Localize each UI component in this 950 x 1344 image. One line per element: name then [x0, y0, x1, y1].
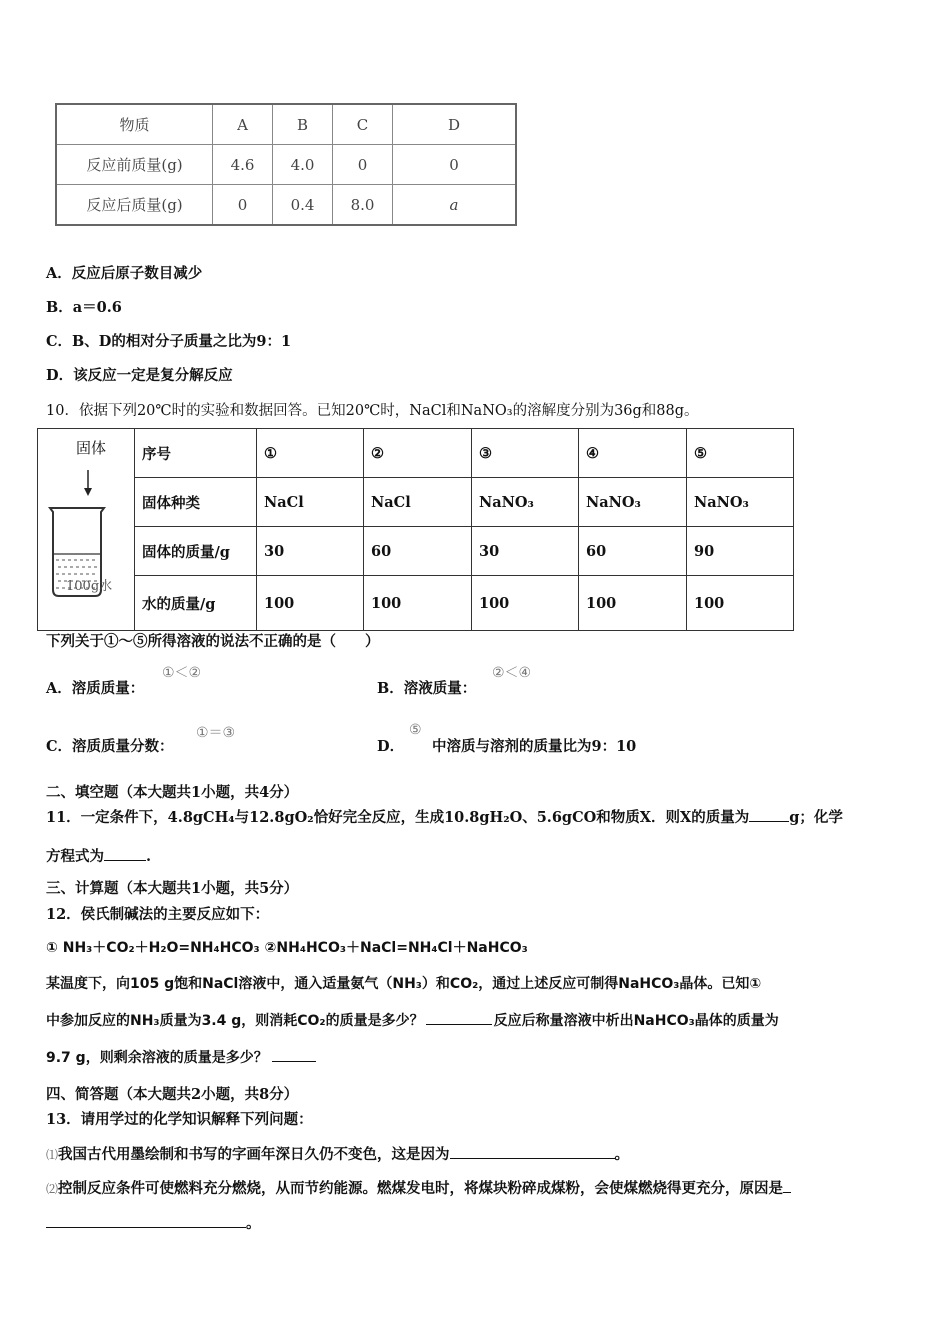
q9-option-b: B．a＝0.6	[46, 299, 122, 316]
q12-line1: 某温度下，向105 g饱和NaCl溶液中，通入适量氨气（NH₃）和CO₂，通过上述反应可制得NaHCO₃晶体。已知①	[46, 976, 762, 992]
answer-blank[interactable]	[104, 860, 146, 861]
q13-part2: ⑵控制反应条件可使燃料充分燃烧，从而节约能源。燃煤发电时，将煤块粉碎成煤粉，会使煤燃烧得更充分，原因是	[46, 1177, 791, 1198]
q10-stem: 10．依据下列20℃时的实验和数据回答。已知20℃时，NaCl和NaNO₃的溶解度分别为36g和88g。	[46, 403, 699, 419]
table-header-cell: ①	[257, 429, 364, 478]
table-cell: 4.6	[213, 145, 273, 185]
q12-line2: 中参加反应的NH₃质量为3.4 g，则消耗CO₂的质量是多少？ 反应后称量溶液中析出NaHCO₃晶体的质量为	[46, 1013, 779, 1029]
table-row	[56, 104, 516, 145]
q12-equations: ① NH₃＋CO₂＋H₂O=NH₄HCO₃ ②NH₄HCO₃＋NaCl=NH₄Cl＋NaHCO₃	[46, 940, 528, 956]
table-cell: 100	[687, 576, 794, 631]
table-row	[38, 576, 794, 631]
section-3-heading: 三、计算题（本大题共1小题，共5分）	[46, 880, 299, 897]
table-cell: NaNO₃	[472, 478, 579, 527]
table-row	[38, 527, 794, 576]
q10-option-d: D．	[377, 738, 405, 755]
solid-label: 固体	[76, 439, 107, 457]
experiment-table	[37, 428, 794, 631]
table-cell: 60	[364, 527, 472, 576]
beaker-figure	[38, 429, 135, 631]
q13-stem: 13．请用学过的化学知识解释下列问题：	[46, 1111, 313, 1128]
table-header-cell: ⑤	[687, 429, 794, 478]
table-cell: 100	[257, 576, 364, 631]
table-header-cell: D	[393, 104, 517, 145]
table-cell: 30	[257, 527, 364, 576]
table-cell: 60	[579, 527, 687, 576]
q10-option-c: C．溶质质量分数：	[46, 738, 174, 755]
table-cell: NaCl	[364, 478, 472, 527]
table-cell: 30	[472, 527, 579, 576]
answer-blank[interactable]	[450, 1158, 615, 1159]
table-cell: 0	[333, 145, 393, 185]
table-row	[56, 185, 516, 226]
q9-option-a: A．反应后原子数目减少	[46, 265, 203, 282]
table-header-cell: ③	[472, 429, 579, 478]
q11-line2: 方程式为 .	[46, 848, 152, 865]
table-cell: 100	[364, 576, 472, 631]
table-row	[38, 478, 794, 527]
table-header-cell: A	[213, 104, 273, 145]
table-cell: 反应后质量(g)	[56, 185, 213, 226]
q9-option-c: C．B、D的相对分子质量之比为9：1	[46, 333, 292, 350]
q10-option-a: A．溶质质量：	[46, 680, 145, 697]
answer-blank[interactable]	[272, 1061, 316, 1062]
answer-blank[interactable]	[783, 1192, 791, 1193]
table-cell: 0	[213, 185, 273, 226]
q11-line1: 11．一定条件下，4.8gCH₄与12.8gO₂恰好完全反应，生成10.8gH₂O、5.6gCO和物质X．则X的质量为 g；化学	[46, 809, 843, 826]
table-cell: NaCl	[257, 478, 364, 527]
table-cell: 4.0	[273, 145, 333, 185]
q10-option-d-text: 中溶质与溶剂的质量比为9：10	[432, 738, 637, 755]
table-cell: NaNO₃	[687, 478, 794, 527]
q13-part2-cont: 。	[46, 1212, 261, 1233]
section-2-heading: 二、填空题（本大题共1小题，共4分）	[46, 784, 299, 801]
table-cell: 反应前质量(g)	[56, 145, 213, 185]
table-cell: 90	[687, 527, 794, 576]
table-cell: 0.4	[273, 185, 333, 226]
q10-option-b: B．溶液质量：	[377, 680, 477, 697]
table-header-cell: C	[333, 104, 393, 145]
water-label: 100g水	[66, 579, 113, 594]
table-header-cell: 序号	[135, 429, 257, 478]
table-header-cell: ④	[579, 429, 687, 478]
table-cell: NaNO₃	[579, 478, 687, 527]
table-header-cell: 物质	[56, 104, 213, 145]
table-cell: 0	[393, 145, 517, 185]
table-cell: 固体种类	[135, 478, 257, 527]
table-cell: 100	[472, 576, 579, 631]
answer-blank[interactable]	[426, 1024, 492, 1025]
table-cell: 8.0	[333, 185, 393, 226]
table-row	[38, 429, 794, 478]
table-cell: 水的质量/g	[135, 576, 257, 631]
answer-blank[interactable]	[46, 1227, 246, 1228]
q12-line3: 9.7 g，则剩余溶液的质量是多少？	[46, 1047, 316, 1067]
table-header-cell: ②	[364, 429, 472, 478]
table-cell: 固体的质量/g	[135, 527, 257, 576]
q13-part1: ⑴我国古代用墨绘制和书写的字画年深日久仍不变色，这是因为 。	[46, 1146, 630, 1163]
section-4-heading: 四、简答题（本大题共2小题，共8分）	[46, 1086, 299, 1103]
q10-option-d-expr: ⑤	[409, 722, 422, 738]
q10-option-b-expr: ②＜④	[492, 665, 532, 681]
q9-option-d: D．该反应一定是复分解反应	[46, 367, 233, 384]
q10-option-c-expr: ①＝③	[196, 725, 236, 741]
q10-option-a-expr: ①＜②	[162, 665, 202, 681]
table-row	[56, 145, 516, 185]
mass-table	[55, 103, 517, 226]
q10-question: 下列关于①～⑤所得溶液的说法不正确的是（ ）	[46, 633, 380, 650]
table-cell: 100	[579, 576, 687, 631]
table-cell: a	[393, 185, 517, 226]
q12-stem: 12．侯氏制碱法的主要反应如下：	[46, 906, 270, 923]
answer-blank[interactable]	[749, 821, 789, 822]
table-header-cell: B	[273, 104, 333, 145]
beaker-icon	[38, 432, 134, 628]
